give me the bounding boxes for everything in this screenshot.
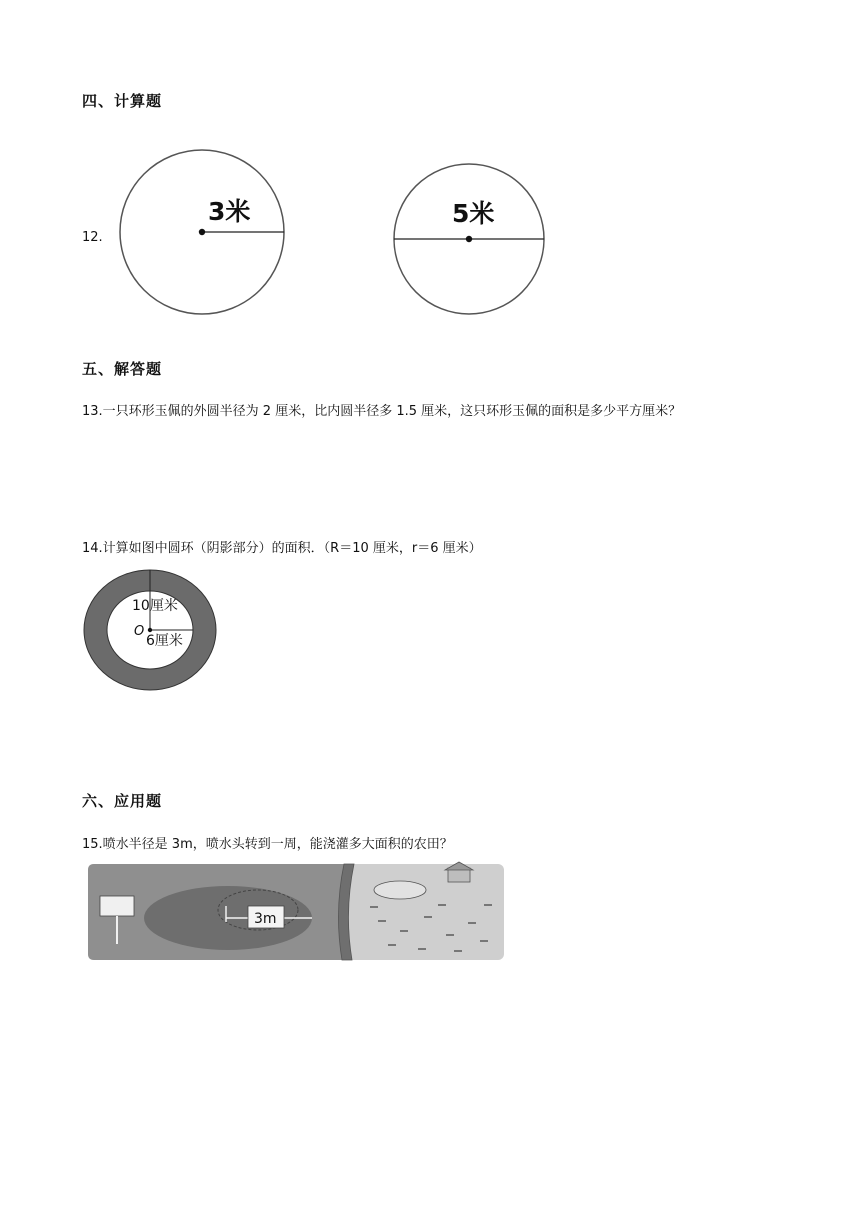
center-dot (466, 236, 472, 242)
diameter-label: 5米 (452, 199, 495, 228)
section-heading-calculation: 四、计算题 (82, 92, 163, 110)
question-15-text: 15.喷水半径是 3m，喷水头转到一周，能浇灌多大面积的农田？ (82, 837, 453, 852)
inner-radius-label: 6厘米 (146, 633, 183, 649)
annulus-figure (80, 568, 220, 692)
circle-radius-figure (110, 140, 300, 330)
question-12-number: 12. (82, 230, 103, 245)
field-signboard (100, 896, 134, 916)
center-label: O (134, 624, 145, 639)
outer-radius-label: 10厘米 (132, 598, 178, 614)
sprinkler-field-illustration (88, 860, 504, 964)
pond (374, 881, 426, 899)
question-14-text: 14.计算如图中圆环（阴影部分）的面积．（R＝10 厘米，r＝6 厘米） (82, 541, 482, 556)
center-dot (148, 628, 152, 632)
question-13-text: 13.一只环形玉佩的外圆半径为 2 厘米，比内圆半径多 1.5 厘米，这只环形玉佩的面积是多少平方厘米？ (82, 404, 682, 419)
center-dot (199, 229, 205, 235)
circle-diameter-figure (386, 156, 556, 326)
section-heading-application: 六、应用题 (82, 792, 163, 810)
distance-label: 3m (254, 911, 277, 927)
radius-label: 3米 (208, 197, 251, 226)
section-heading-solve: 五、解答题 (82, 360, 163, 378)
